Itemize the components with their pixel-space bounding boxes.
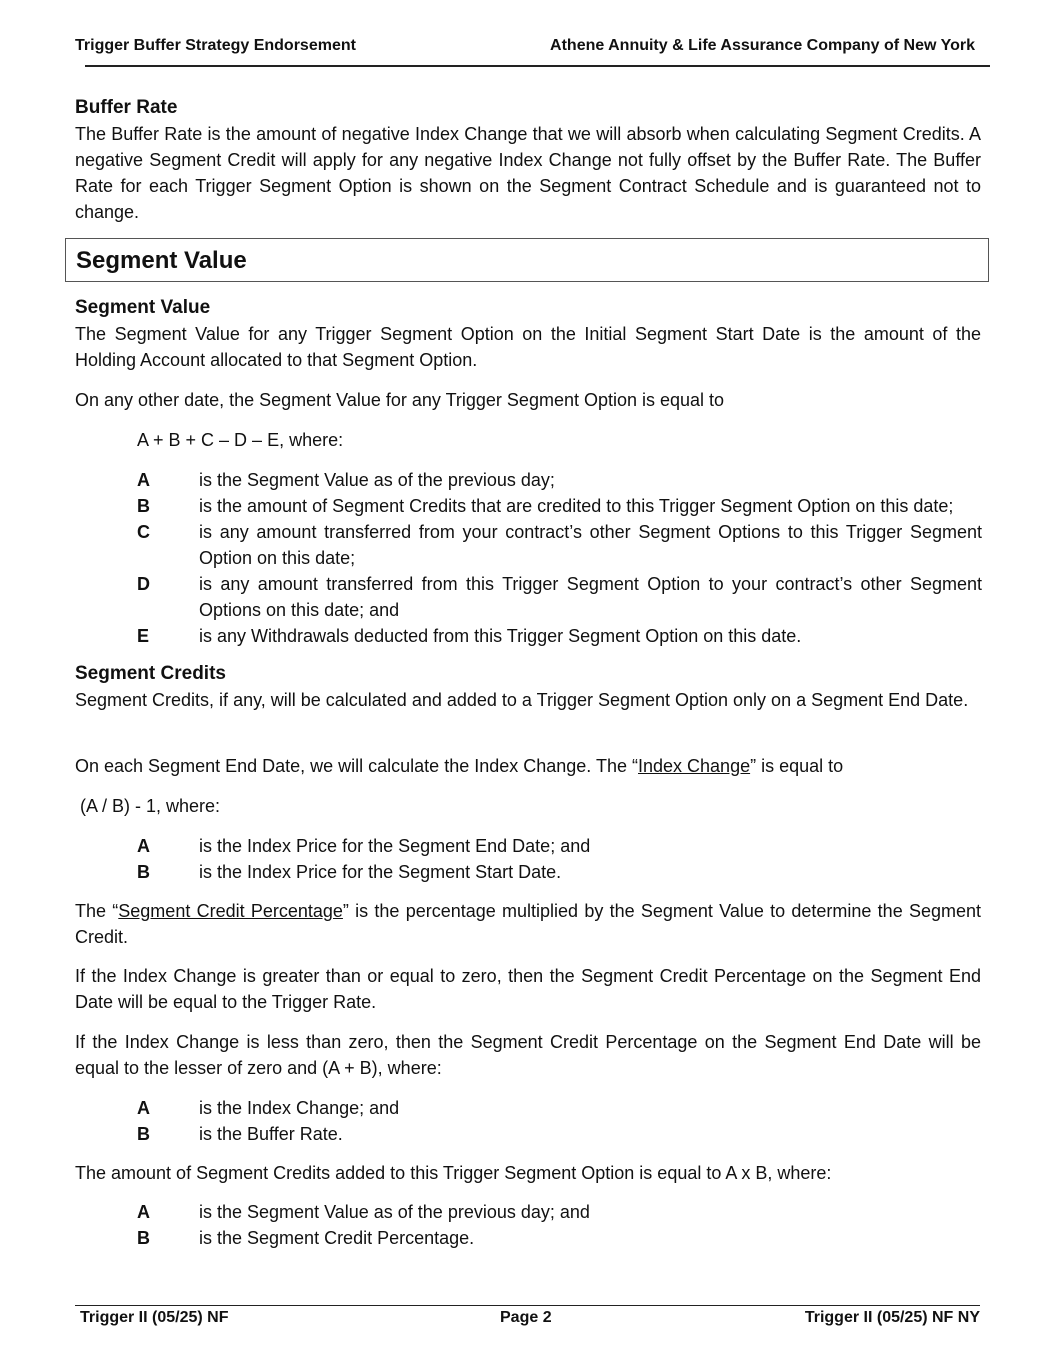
list-text: is the Index Change; and: [199, 1098, 400, 1118]
buffer-rate-heading: Buffer Rate: [75, 97, 178, 118]
list-text: is any Withdrawals deducted from this Trigger Segment Option on this date.: [199, 626, 802, 646]
list-key: A: [137, 836, 150, 856]
list-item: [137, 859, 987, 885]
list-text: is the Segment Value as of the previous day;: [199, 470, 555, 490]
segment-value-formula: A + B + C – D – E, where:: [137, 430, 344, 450]
footer-left: Trigger II (05/25) NF: [80, 1309, 229, 1326]
footer-right: Trigger II (05/25) NF NY: [804, 1309, 980, 1326]
list-key: E: [137, 626, 150, 646]
list-item: [137, 1225, 987, 1251]
segment-credits-p5: If the Index Change is less than zero, then the Segment Credit Percentage on the Segment End Date will be equal to the lesser of zero and (A + B), where:: [75, 1032, 981, 1078]
list-text: is the Segment Credit Percentage.: [199, 1228, 475, 1248]
segment-credits-heading: Segment Credits: [75, 663, 226, 684]
list-item: [137, 1199, 987, 1225]
list-key: A: [137, 1098, 150, 1118]
list-key: A: [137, 470, 150, 490]
list-item: [137, 493, 987, 519]
list-text: is any amount transferred from this Trigger Segment Option to your contract’s other Segment Options on this date; and: [199, 574, 982, 620]
list-text: is the Buffer Rate.: [199, 1124, 343, 1144]
header-right: Athene Annuity & Life Assurance Company of New York: [550, 37, 975, 54]
buffer-rate-text: The Buffer Rate is the amount of negative Index Change that we will absorb when calculating Segment Credits. A negative Segment Credit will apply for any negative Index Change not fully offset by the Buffer Rate. The Buffer Rate for each Trigger Segment Option is shown on the Segment Contract Schedule and is guaranteed not to change.: [75, 124, 981, 222]
list-item: [137, 467, 987, 493]
list-item: [137, 623, 987, 649]
segment-value-heading: Segment Value: [75, 297, 211, 318]
list-item: [137, 1121, 987, 1147]
segment-value-p1: The Segment Value for any Trigger Segment Option on the Initial Segment Start Date is the amount of the Holding Account allocated to that Segment Option.: [75, 324, 981, 370]
list-item: [137, 1095, 987, 1121]
list-item: [137, 519, 982, 571]
list-key: C: [137, 522, 150, 542]
list-text: is the Index Price for the Segment Start Date.: [199, 862, 562, 882]
list-key: B: [137, 1124, 150, 1144]
list-text: is the amount of Segment Credits that are credited to this Trigger Segment Option on this date;: [199, 496, 954, 516]
list-text: is the Index Price for the Segment End Date; and: [199, 836, 591, 856]
section-title: Segment Value: [76, 247, 247, 274]
index-change-term: Index Change: [638, 756, 751, 776]
segment-credits-p2: On each Segment End Date, we will calculate the Index Change. The “Index Change” is equal to: [75, 756, 844, 776]
list-key: B: [137, 496, 150, 516]
segment-credits-p6: The amount of Segment Credits added to this Trigger Segment Option is equal to A x B, where:: [75, 1163, 832, 1183]
list-text: is the Segment Value as of the previous day; and: [199, 1202, 590, 1222]
page-number: Page 2: [500, 1309, 552, 1326]
footer-divider: [75, 1305, 980, 1306]
header-divider: [85, 65, 990, 67]
list-text: is any amount transferred from your contract’s other Segment Options to this Trigger Segment Option on this date;: [199, 522, 982, 568]
segment-credits-p1: Segment Credits, if any, will be calculated and added to a Trigger Segment Option only on a Segment End Date.: [75, 690, 969, 710]
header-left: Trigger Buffer Strategy Endorsement: [75, 37, 356, 54]
segment-credits-p4: If the Index Change is greater than or equal to zero, then the Segment Credit Percentage on the Segment End Date will be equal to the Trigger Rate.: [75, 966, 981, 1012]
list-key: D: [137, 574, 150, 594]
list-key: A: [137, 1202, 150, 1222]
list-item: [137, 833, 987, 859]
index-change-formula: (A / B) - 1, where:: [80, 796, 221, 816]
segment-value-p2: On any other date, the Segment Value for any Trigger Segment Option is equal to: [75, 390, 725, 410]
segment-credit-percentage-term: Segment Credit Percentage: [118, 901, 343, 921]
section-title-box: [65, 238, 989, 282]
list-key: B: [137, 1228, 150, 1248]
segment-credits-p3: The “Segment Credit Percentage” is the percentage multiplied by the Segment Value to determine the Segment Credit.: [75, 901, 982, 947]
list-item: [137, 571, 982, 623]
list-key: B: [137, 862, 150, 882]
